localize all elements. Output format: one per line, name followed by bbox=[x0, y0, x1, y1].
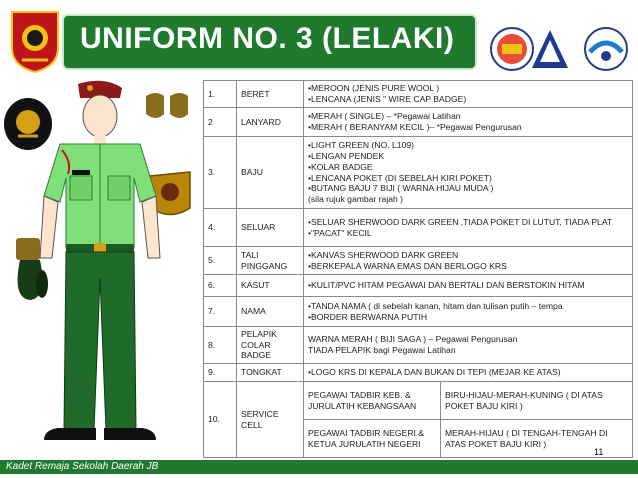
row-description bbox=[304, 209, 633, 247]
row-description bbox=[304, 108, 633, 137]
shirt-icon bbox=[44, 144, 156, 248]
service-cell-colors: MERAH-HIJAU ( DI TENGAH-TENGAH DI ATAS POKET BAJU KIRI ) bbox=[441, 420, 633, 458]
table-row bbox=[204, 247, 633, 275]
row-item: TONGKAT bbox=[237, 364, 304, 382]
table-row bbox=[204, 382, 633, 420]
row-item: NAMA bbox=[237, 297, 304, 327]
desc-line: •LENCANA (JENIS " WIRE CAP BADGE) bbox=[308, 94, 467, 104]
row-description bbox=[304, 81, 633, 108]
table-row bbox=[204, 81, 633, 108]
uniform-illustration bbox=[0, 78, 205, 458]
shoes-icon bbox=[44, 428, 156, 440]
row-number: 5. bbox=[204, 247, 237, 275]
row-number: 6. bbox=[204, 275, 237, 297]
row-item: BERET bbox=[237, 81, 304, 108]
jabatan-logo bbox=[532, 30, 568, 68]
ministry-logos bbox=[488, 26, 634, 72]
desc-line: •MERAH ( BERANYAM KECIL )– *Pegawai Pengurusan bbox=[308, 122, 522, 132]
desc-line: •SELUAR SHERWOOD DARK GREEN ,TIADA POKET DI LUTUT, TIADA PLAT bbox=[308, 216, 613, 227]
kpm-logo bbox=[491, 28, 533, 70]
desc-line: •BERKEPALA WARNA EMAS DAN BERLOGO KRS bbox=[308, 260, 507, 271]
desc-line: •KANVAS SHERWOOD DARK GREEN bbox=[308, 249, 459, 260]
desc-line: •LENCANA POKET (DI SEBELAH KIRI POKET) bbox=[308, 172, 492, 183]
service-cell-colors: BIRU-HIJAU-MERAH-KUNING ( DI ATAS POKET BAJU KIRI ) bbox=[441, 382, 633, 420]
row-item: BAJU bbox=[237, 137, 304, 209]
beret-badge-icon bbox=[4, 98, 52, 150]
row-description bbox=[304, 247, 633, 275]
row-item: SELUAR bbox=[237, 209, 304, 247]
row-description bbox=[304, 364, 633, 382]
row-number: 10. bbox=[204, 382, 237, 458]
desc-line: •BUTANG BAJU 7 BIJI ( WARNA HIJAU MUDA ) bbox=[308, 183, 494, 194]
row-description bbox=[304, 327, 633, 364]
row-description bbox=[304, 297, 633, 327]
service-cell-rank: PEGAWAI TADBIR NEGERI & KETUA JURULATIH NEGERI bbox=[304, 420, 441, 458]
trousers-icon bbox=[64, 252, 136, 430]
krs-crest-logo bbox=[8, 8, 62, 74]
row-item: SERVICE CELL bbox=[237, 382, 304, 458]
row-number: 4. bbox=[204, 209, 237, 247]
row-number: 2 bbox=[204, 108, 237, 137]
table-row bbox=[204, 275, 633, 297]
row-description bbox=[304, 137, 633, 209]
desc-line: •TANDA NAMA ( di sebelah kanan, hitam dan tulisan putih – tempa bbox=[308, 300, 563, 311]
row-item: TALI PINGGANG bbox=[237, 247, 304, 275]
row-item: LANYARD bbox=[237, 108, 304, 137]
desc-line: •LENGAN PENDEK bbox=[308, 151, 385, 162]
row-number: 3. bbox=[204, 137, 237, 209]
service-cell-rank: PEGAWAI TADBIR KEB. & JURULATIH KEBANGSAAN bbox=[304, 382, 441, 420]
table-row bbox=[204, 327, 633, 364]
collar-badges-icon bbox=[146, 93, 188, 118]
desc-line: •LIGHT GREEN (NO. L109) bbox=[308, 140, 415, 151]
page-title: UNIFORM NO. 3 (LELAKI) bbox=[80, 22, 455, 55]
page-number: 11 bbox=[594, 447, 604, 457]
desc-line: •BORDER BERWARNA PUTIH bbox=[308, 311, 428, 322]
row-item: PELAPIK COLAR BADGE bbox=[237, 327, 304, 364]
row-item: KASUT bbox=[237, 275, 304, 297]
desc-line: •MEROON (JENIS PURE WOOL ) bbox=[308, 83, 440, 94]
desc-line: (sila rujuk gambar rajah ) bbox=[308, 193, 404, 204]
row-number: 7. bbox=[204, 297, 237, 327]
desc-line: •KULIT/PVC HITAM PEGAWAI DAN BERTALI DAN BERSTOKIN HITAM bbox=[308, 280, 585, 291]
row-number: 9. bbox=[204, 364, 237, 382]
row-description bbox=[304, 275, 633, 297]
table-row bbox=[204, 364, 633, 382]
desc-line: TIADA PELAPIK bagi Pegawai Latihan bbox=[308, 345, 456, 356]
desc-line: •"PACAT" KECIL bbox=[308, 227, 372, 238]
desc-line: WARNA MERAH ( BIJI SAGA ) – Pegawai Pengurusan bbox=[308, 334, 518, 345]
desc-line: •MERAH ( SINGLE) – *Pegawai Latihan bbox=[308, 111, 461, 122]
footer-text: Kadet Remaja Sekolah Daerah JB bbox=[6, 461, 159, 472]
desc-line: •LOGO KRS DI KEPALA DAN BUKAN DI TEPI (MEJAR KE ATAS) bbox=[308, 367, 561, 378]
table-row bbox=[204, 209, 633, 247]
row-number: 8. bbox=[204, 327, 237, 364]
table-row bbox=[204, 297, 633, 327]
desc-line: •KOLAR BADGE bbox=[308, 161, 373, 172]
table-row bbox=[204, 108, 633, 137]
row-number: 1. bbox=[204, 81, 237, 108]
ppd-logo bbox=[585, 28, 627, 70]
uniform-spec-table bbox=[203, 80, 633, 458]
table-row bbox=[204, 137, 633, 209]
